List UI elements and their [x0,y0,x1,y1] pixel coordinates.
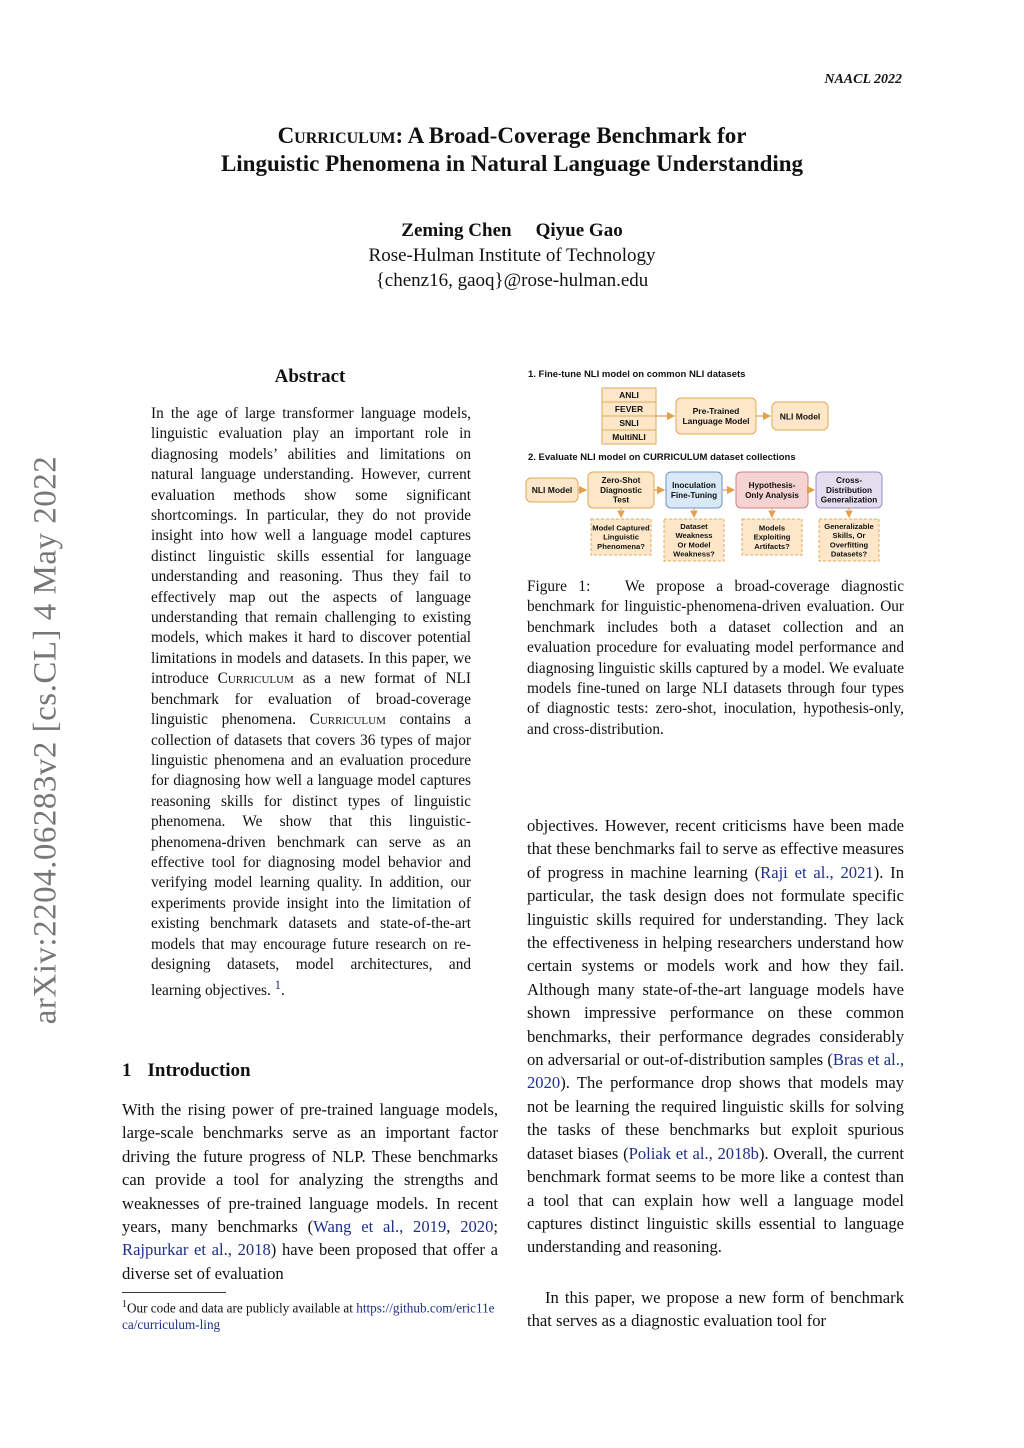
dataset-label-multinli: MultiNLI [612,432,646,442]
intro-right-text-a: objectives. However, recent criticisms have been made that these benchmarks fail to serve as effective measures of progress in machine learning ( [527,816,904,882]
intro-right-text-c: ). The performance drop shows that models may not be learning the required linguistic skills for solving the tasks of these benchmarks but exploit spurious dataset biases ( [527,1073,904,1163]
intro-left-sep2: ; [493,1217,499,1237]
footnote-rule [122,1292,226,1293]
footnote-link[interactable]: https://github.com/eric11eca/curriculum-ling [122,1300,495,1333]
arxiv-stamp-container [26,420,66,1060]
cite-rajpurkar[interactable]: Rajpurkar et al., 2018 [122,1240,271,1260]
question-label-2-line-4: Weakness? [673,549,715,559]
cite-wang-2020[interactable]: 2020 [460,1217,494,1237]
question-label-2-line-2: Weakness [675,531,713,541]
dataset-label-anli: ANLI [619,390,639,400]
abstract-text-b: as a new format of NLI benchmark for evaluation of broad-coverage linguistic phenomena. [151,670,471,729]
author-block [0,218,1024,293]
pretrained-lm-label-line-2: Language Model [682,416,750,427]
test-label-1-line-2: Diagnostic [600,485,642,495]
intro-left-text-b: ) have been proposed that offer a diverse set of evaluation [122,1240,498,1283]
cite-wang[interactable]: Wang et al., 2019 [313,1217,447,1237]
cite-poliak[interactable]: Poliak et al., 2018b [628,1143,759,1163]
intro-right-text-b: ). In particular, the task design does not formulate specific linguistic skills required for understanding. They lack the effectiveness in helping researchers understand how certain systems or models work and how they fail. Although many state-of-the-art language models have shown impressive performance on these common benchmarks, their performance degrades considerably on adversarial or out-of-distribution samples ( [527,862,904,1070]
test-label-4-line-3: Generalization [820,495,878,505]
intro-right-column [527,814,904,1259]
figure-caption [527,577,904,740]
question-label-2-line-3: Or Model [677,540,711,550]
abstract-heading: Abstract [274,366,346,387]
author-email: {chenz16, gaoq}@rose-hulman.edu [375,270,649,291]
test-label-2-line-2: Fine-Tuning [670,490,718,500]
abstract-footnote-mark[interactable]: 1 [274,978,281,993]
step1-label: 1. Fine-tune NLI model on common NLI datasets [528,369,746,380]
section-number: 1 [122,1060,132,1081]
test-label-1-line-1: Zero-Shot [601,476,641,486]
question-label-4-line-3: Overfitting [829,540,869,550]
cite-bras[interactable]: Bras et al., 2020 [527,1050,904,1093]
paper-title [0,122,1024,178]
caption-text: We propose a broad-coverage diagnostic benchmark for linguistic-phenomena-driven evaluation. Our benchmark includes both a dataset collection and an evaluation procedure for evaluating model performance and diagnosing linguistic skills captured by a model. We evaluate models fine-tuned on large NLI datasets through four types of diagnostic tests: zero-shot, inoculation, hypothesis-only, and cross-distribution. [527,578,904,738]
venue-label: NAACL 2022 [824,72,902,87]
test-label-2-line-1: Inoculation [672,480,716,490]
footnote-mark: 1 [122,1299,127,1310]
test-label-3-line-2: Only Analysis [745,490,799,500]
test-label-1-line-3: Test [612,495,630,505]
question-label-4-line-4: Datasets? [830,549,868,559]
section-title: Introduction [147,1060,251,1081]
cite-raji[interactable]: Raji et al., 2021 [760,862,874,882]
question-label-3-line-3: Artifacts? [754,541,790,551]
arxiv-identifier: arXiv:2204.06283v2 [cs.CL] 4 May 2022 [27,455,64,1025]
figure-1 [522,362,912,568]
question-label-3-line-2: Exploiting [753,532,791,542]
author-2: Qiyue Gao [535,220,623,241]
abstract-text-c: contains a collection of datasets that covers 36 types of major linguistic phenomena and an evaluation procedure for diagnosing how well a language model captures reasoning skills for distinct types of linguistic phenomena. We show that this linguistic-phenomena-driven benchmark can serve as an effective tool for diagnosing model behavior and verifying model learning quality. In addition, our experiments provide insight into the limitation of existing benchmark datasets and state-of-the-art models that may encourage future research on re-designing datasets, model architectures, and learning objectives. [151,711,471,1000]
pipeline-diagram [522,362,912,568]
question-label-1-line-3: Phenomena? [597,541,645,551]
abstract-name-2: Curriculum [309,711,386,729]
step2-label: 2. Evaluate NLI model on CURRICULUM dataset collections [528,452,796,463]
question-label-2-line-1: Dataset [680,521,708,531]
test-label-4-line-1: Cross- [836,476,862,486]
footnote-text: Our code and data are publicly available at [127,1300,357,1316]
author-1: Zeming Chen [401,220,512,241]
caption-label: Figure 1: [527,578,591,595]
intro-right-text-d: ). Overall, the current benchmark format seems to be more like a contest than a tool that can explain how well a language model captures distinct linguistic skills essential to language understanding and reasoning. [527,1143,904,1257]
title-line1: : A Broad-Coverage Benchmark for [395,123,747,148]
abstract-body [151,404,471,1002]
intro-right-paragraph-2: In this paper, we propose a new form of benchmark that serves as a diagnostic evaluation tool for [527,1288,904,1331]
affiliation: Rose-Hulman Institute of Technology [368,245,656,266]
pretrained-lm-label-line-1: Pre-Trained [692,405,740,416]
nli-model-label-1: NLI Model [779,411,821,422]
test-label-3-line-1: Hypothesis- [748,480,796,490]
question-label-1-line-1: Model Captured [592,523,650,533]
abstract-text-a: In the age of large transformer language models, linguistic evaluation play an important role in diagnosing models’ abilities and limitations on natural language understanding. However, current evaluation methods show some significant shortcomings. In particular, they do not provide insight into how well a language model captures distinct linguistic skills essential for language understanding and reasoning. Thus they fail to effectively map out the aspects of language understanding that remain challenging to existing models, which makes it hard to discover potential limitations in models and datasets. In this paper, we introduce [151,405,471,688]
intro-left-sep1: , [446,1217,461,1237]
abstract-end: . [281,982,285,1000]
footnote [122,1296,498,1333]
title-line2: Linguistic Phenomena in Natural Language Understanding [220,151,804,176]
dataset-label-fever: FEVER [614,404,644,414]
section-heading [122,1060,251,1082]
question-label-4-line-1: Generalizable [824,521,874,531]
intro-left-column [122,1098,498,1285]
intro-left-text-a: With the rising power of pre-trained language models, large-scale benchmarks serve as an important factor driving the future progress of NLP. These benchmarks can provide a tool for analyzing the strengths and weaknesses of pre-trained language models. In recent years, many benchmarks ( [122,1100,498,1237]
question-label-4-line-2: Skills, Or [832,531,866,541]
test-label-4-line-2: Distribution [826,485,872,495]
nli-model-label-2: NLI Model [531,485,573,495]
title-name: Curriculum [277,123,396,148]
abstract-name-1: Curriculum [217,670,294,688]
question-label-1-line-2: Linguistic [603,532,639,542]
dataset-label-snli: SNLI [619,418,639,428]
question-label-3-line-1: Models [758,523,786,533]
